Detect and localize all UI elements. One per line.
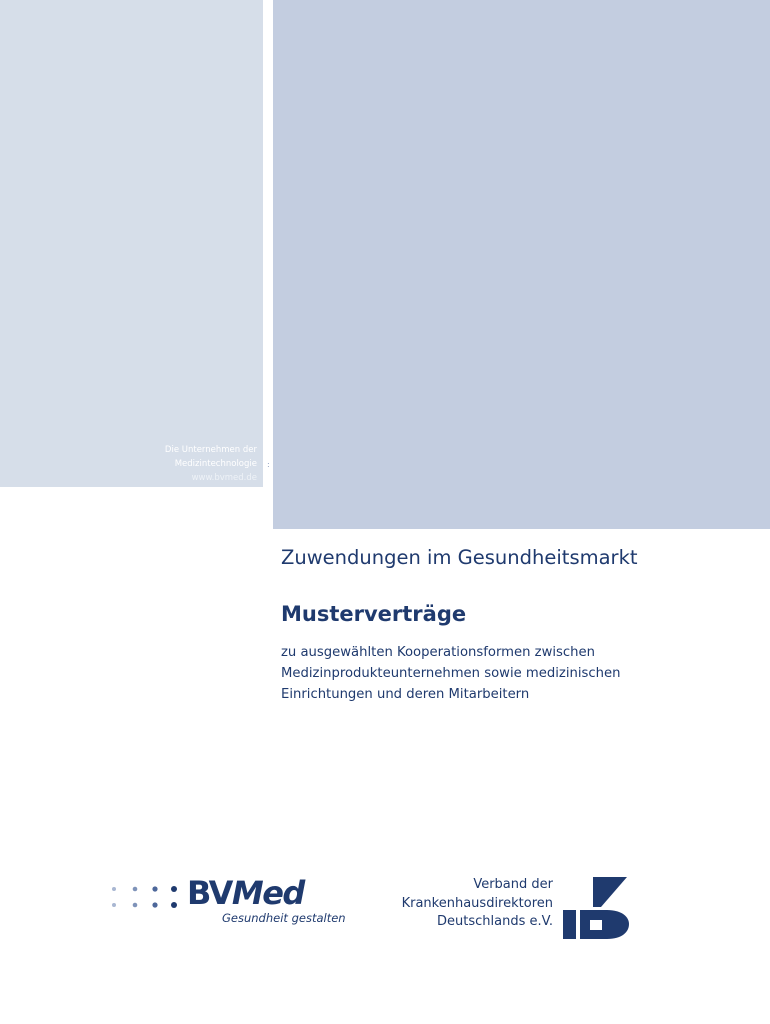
bvmed-wordmark — [187, 874, 304, 912]
bvmed-wordmark-bv: BV — [187, 874, 232, 912]
document-title: Musterverträge — [281, 602, 467, 626]
document-description — [281, 642, 701, 705]
bvmed-dots-icon — [108, 884, 180, 910]
vkd-name — [402, 876, 553, 932]
tagline-line-2: Medizintechnologie — [174, 459, 257, 469]
document-subtitle: Zuwendungen im Gesundheitsmarkt — [281, 546, 638, 569]
vkd-line-2: Krankenhausdirektoren — [401, 895, 553, 911]
bvmed-logo — [108, 874, 348, 930]
tagline-line-1: Die Unternehmen der — [164, 445, 257, 455]
vkd-line-3: Deutschlands e.V. — [437, 914, 553, 929]
description-line-2: Medizinprodukteunternehmen sowie medizinischen — [281, 666, 621, 681]
description-line-1: zu ausgewählten Kooperationsformen zwischen — [281, 645, 595, 660]
tagline-url: www.bvmed.de — [191, 473, 257, 483]
vkd-line-1: Verband der — [473, 877, 553, 892]
bvmed-wordmark-med: Med — [231, 874, 304, 912]
cover-panel-left — [0, 0, 263, 487]
vkd-logo-icon — [563, 877, 629, 939]
description-line-3: Einrichtungen und deren Mitarbeitern — [281, 687, 530, 702]
cover-panel-right — [273, 0, 770, 529]
bvmed-tagline — [165, 443, 257, 485]
divider-dot-icon: : — [267, 460, 270, 469]
bvmed-slogan: Gesundheit gestalten — [222, 911, 346, 925]
